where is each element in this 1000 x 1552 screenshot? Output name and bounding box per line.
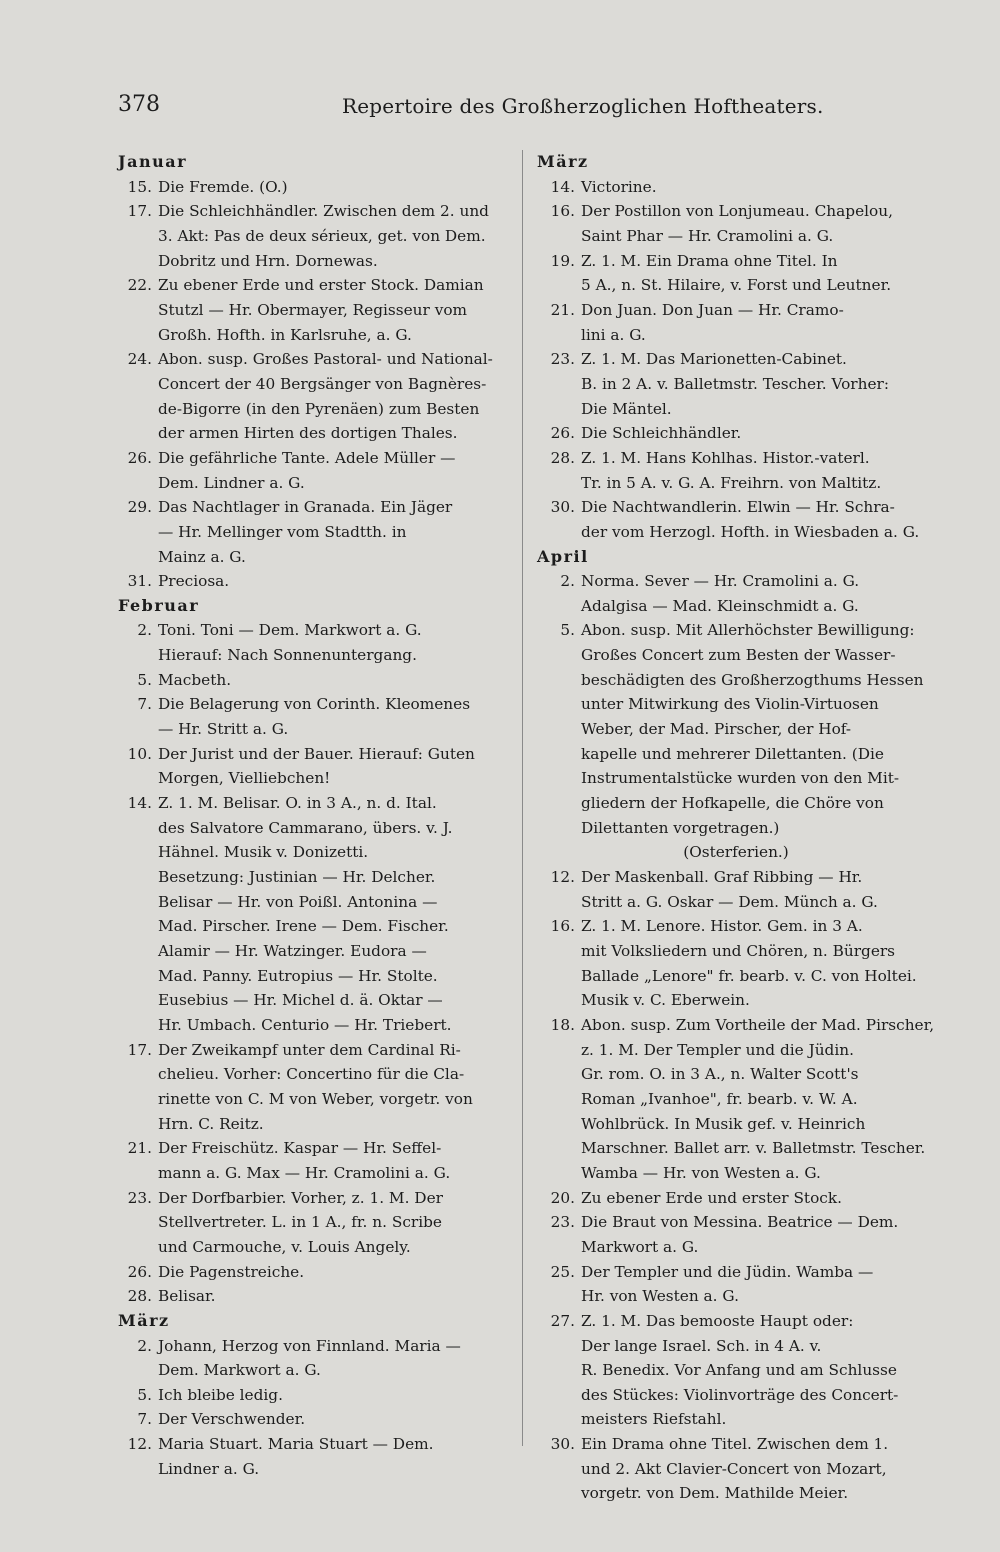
- entry-line: Johann, Herzog von Finnland. Maria —: [158, 1336, 461, 1355]
- entry-body: [158, 199, 518, 273]
- entry-body: [158, 1407, 518, 1432]
- entry-line: Der Jurist und der Bauer. Hierauf: Guten: [158, 744, 475, 763]
- performance-entry: [537, 618, 935, 840]
- entry-body: [158, 569, 518, 594]
- entry-line: Wohlbrück. In Musik gef. v. Heinrich: [581, 1114, 866, 1133]
- entry-body: [581, 495, 935, 544]
- performance-entry: [118, 273, 518, 347]
- entry-body: [158, 618, 518, 667]
- entry-line: Stellvertreter. L. in 1 A., fr. n. Scribe: [158, 1213, 442, 1232]
- entry-body: [158, 668, 518, 693]
- entry-line: Z. 1. M. Das bemooste Haupt oder:: [581, 1311, 854, 1330]
- month-heading: März: [118, 1310, 170, 1330]
- entry-day: 5.: [137, 670, 152, 689]
- entry-line: Toni. Toni — Dem. Markwort a. G.: [158, 621, 422, 640]
- performance-entry: [118, 1038, 518, 1137]
- entry-line: unter Mitwirkung des Violin-Virtuosen: [581, 695, 879, 714]
- entry-line: Victorine.: [581, 177, 657, 196]
- page-header: [118, 92, 928, 124]
- entry-line: Lindner a. G.: [158, 1459, 260, 1478]
- entry-line: Die gefährliche Tante. Adele Müller —: [158, 448, 456, 467]
- entry-day: 18.: [550, 1015, 575, 1034]
- entry-line: vorgetr. von Dem. Mathilde Meier.: [581, 1484, 849, 1503]
- entry-day: 16.: [550, 202, 575, 221]
- entry-line: Dilettanten vorgetragen.): [581, 818, 780, 837]
- entry-line: Abon. susp. Großes Pastoral- und National-: [158, 350, 493, 369]
- right-column: [537, 150, 935, 1506]
- entry-line: und 2. Akt Clavier-Concert von Mozart,: [581, 1459, 887, 1478]
- entry-day: 23.: [127, 1188, 152, 1207]
- entry-line: der vom Herzogl. Hofth. in Wiesbaden a. G.: [581, 522, 920, 541]
- entry-line: lini a. G.: [581, 325, 646, 344]
- entry-day: 26.: [127, 1262, 152, 1281]
- performance-entry: [537, 249, 935, 298]
- entry-body: [158, 347, 518, 446]
- entry-line: Der Freischütz. Kaspar — Hr. Seffel-: [158, 1139, 442, 1158]
- entry-body: [581, 347, 935, 421]
- entry-day: 19.: [550, 251, 575, 270]
- performance-entry: [537, 1260, 935, 1309]
- entry-day: 15.: [127, 177, 152, 196]
- entry-line: Stutzl — Hr. Obermayer, Regisseur vom: [158, 300, 468, 319]
- month-heading: Januar: [118, 152, 187, 171]
- entry-line: Stritt a. G. Oskar — Dem. Münch a. G.: [581, 892, 878, 911]
- entry-day: 17.: [127, 202, 152, 221]
- entry-day: 30.: [550, 498, 575, 517]
- performance-entry: [118, 1136, 518, 1185]
- entry-body: [158, 1432, 518, 1481]
- entry-line: Der Postillon von Lonjumeau. Chapelou,: [581, 202, 893, 221]
- entry-line: Die Fremde. (O.): [158, 177, 288, 196]
- page-number: 378: [118, 92, 160, 117]
- performance-entry: [537, 865, 935, 914]
- entry-line: Maria Stuart. Maria Stuart — Dem.: [158, 1435, 434, 1454]
- entry-day: 22.: [127, 276, 152, 295]
- entry-line: Hr. Umbach. Centurio — Hr. Triebert.: [158, 1015, 452, 1034]
- entry-line: Die Pagenstreiche.: [158, 1262, 305, 1281]
- entry-line: kapelle und mehrerer Dilettanten. (Die: [581, 744, 884, 763]
- entry-body: [581, 914, 935, 1013]
- performance-entry: [537, 1013, 935, 1186]
- entry-line: Tr. in 5 A. v. G. A. Freihrn. von Maltitz.: [581, 473, 882, 492]
- entry-body: [158, 273, 518, 347]
- entry-day: 26.: [550, 424, 575, 443]
- entry-line: des Stückes: Violinvorträge des Concert-: [581, 1385, 899, 1404]
- entry-line: Der Dorfbarbier. Vorher, z. 1. M. Der: [158, 1188, 443, 1207]
- entry-line: Adalgisa — Mad. Kleinschmidt a. G.: [581, 596, 859, 615]
- entry-body: [158, 175, 518, 200]
- performance-entry: [118, 1383, 518, 1408]
- entry-line: Abon. susp. Mit Allerhöchster Bewilligung:: [581, 621, 915, 640]
- entry-line: Die Schleichhändler. Zwischen dem 2. und: [158, 202, 489, 221]
- section-note: (Osterferien.): [683, 843, 789, 862]
- performance-entry: [537, 446, 935, 495]
- entry-day: 5.: [560, 621, 575, 640]
- performance-entry: [118, 692, 518, 741]
- entry-day: 10.: [127, 744, 152, 763]
- performance-entry: [537, 1309, 935, 1432]
- entry-day: 2.: [137, 1336, 152, 1355]
- entry-line: — Hr. Stritt a. G.: [158, 720, 289, 739]
- entry-body: [581, 865, 935, 914]
- entry-line: z. 1. M. Der Templer und die Jüdin.: [581, 1040, 854, 1059]
- entry-line: Die Mäntel.: [581, 399, 672, 418]
- entry-body: [581, 446, 935, 495]
- performance-entry: [118, 1432, 518, 1481]
- performance-entry: [537, 199, 935, 248]
- performance-entry: [537, 1210, 935, 1259]
- entry-day: 12.: [127, 1435, 152, 1454]
- entry-line: Dem. Lindner a. G.: [158, 473, 305, 492]
- entry-line: Der Maskenball. Graf Ribbing — Hr.: [581, 868, 863, 887]
- entry-line: Der lange Israel. Sch. in 4 A. v.: [581, 1336, 822, 1355]
- entry-day: 25.: [550, 1262, 575, 1281]
- performance-entry: [118, 446, 518, 495]
- entry-body: [158, 495, 518, 569]
- entry-body: [158, 742, 518, 791]
- entry-line: Ein Drama ohne Titel. Zwischen dem 1.: [581, 1435, 889, 1454]
- entry-day: 31.: [127, 572, 152, 591]
- entry-body: [158, 1186, 518, 1260]
- entry-day: 21.: [550, 300, 575, 319]
- entry-body: [158, 1383, 518, 1408]
- entry-line: Z. 1. M. Belisar. O. in 3 A., n. d. Ital.: [158, 794, 437, 813]
- performance-entry: [118, 1284, 518, 1309]
- entry-line: R. Benedix. Vor Anfang und am Schlusse: [581, 1361, 897, 1380]
- entry-day: 24.: [127, 350, 152, 369]
- left-column: [118, 150, 518, 1481]
- entry-line: Dobritz und Hrn. Dornewas.: [158, 251, 378, 270]
- entry-body: [581, 1432, 935, 1506]
- entry-line: Ballade „Lenore" fr. bearb. v. C. von Holtei.: [581, 966, 917, 985]
- entry-line: Der Verschwender.: [158, 1410, 306, 1429]
- performance-entry: [118, 1260, 518, 1285]
- entry-line: gliedern der Hofkapelle, die Chöre von: [581, 794, 884, 813]
- entry-day: 14.: [550, 177, 575, 196]
- performance-entry: [537, 347, 935, 421]
- entry-line: Z. 1. M. Das Marionetten-Cabinet.: [581, 350, 847, 369]
- performance-entry: [118, 569, 518, 594]
- entry-body: [581, 249, 935, 298]
- entry-line: Macbeth.: [158, 670, 232, 689]
- entry-line: Hierauf: Nach Sonnenuntergang.: [158, 646, 417, 665]
- entry-line: Z. 1. M. Hans Kohlhas. Histor.-vaterl.: [581, 448, 870, 467]
- column-divider: [522, 150, 523, 1446]
- entry-body: [581, 569, 935, 618]
- entry-line: Die Belagerung von Corinth. Kleomenes: [158, 695, 471, 714]
- entry-line: Besetzung: Justinian — Hr. Delcher.: [158, 868, 436, 887]
- performance-entry: [537, 298, 935, 347]
- entry-body: [581, 199, 935, 248]
- entry-line: Hrn. C. Reitz.: [158, 1114, 264, 1133]
- entry-line: Hähnel. Musik v. Donizetti.: [158, 843, 369, 862]
- entry-body: [581, 1260, 935, 1309]
- entry-body: [581, 1186, 935, 1211]
- entry-line: Morgen, Vielliebchen!: [158, 769, 331, 788]
- entry-line: Mainz a. G.: [158, 547, 246, 566]
- entry-line: Belisar — Hr. von Poißl. Antonina —: [158, 892, 438, 911]
- entry-day: 30.: [550, 1435, 575, 1454]
- entry-line: Dem. Markwort a. G.: [158, 1361, 321, 1380]
- entry-line: Z. 1. M. Ein Drama ohne Titel. In: [581, 251, 838, 270]
- entry-line: B. in 2 A. v. Balletmstr. Tescher. Vorher:: [581, 374, 889, 393]
- entry-line: rinette von C. M von Weber, vorgetr. von: [158, 1089, 473, 1108]
- entry-day: 2.: [560, 572, 575, 591]
- performance-entry: [537, 421, 935, 446]
- entry-body: [581, 1309, 935, 1432]
- entry-line: Der Templer und die Jüdin. Wamba —: [581, 1262, 874, 1281]
- entry-body: [158, 1038, 518, 1137]
- entry-body: [158, 692, 518, 741]
- entry-line: 5 A., n. St. Hilaire, v. Forst und Leutner.: [581, 276, 892, 295]
- entry-body: [158, 1260, 518, 1285]
- performance-entry: [537, 495, 935, 544]
- entry-body: [581, 298, 935, 347]
- performance-entry: [537, 175, 935, 200]
- entry-line: Roman „Ivanhoe", fr. bearb. v. W. A.: [581, 1089, 858, 1108]
- entry-line: Das Nachtlager in Granada. Ein Jäger: [158, 498, 453, 517]
- entry-day: 16.: [550, 917, 575, 936]
- entry-line: Marschner. Ballet arr. v. Balletmstr. Tescher.: [581, 1139, 926, 1158]
- entry-line: Musik v. C. Eberwein.: [581, 991, 750, 1010]
- entry-line: Eusebius — Hr. Michel d. ä. Oktar —: [158, 991, 443, 1010]
- entry-day: 7.: [137, 1410, 152, 1429]
- entry-line: de-Bigorre (in den Pyrenäen) zum Besten: [158, 399, 480, 418]
- entry-line: Der Zweikampf unter dem Cardinal Ri-: [158, 1040, 461, 1059]
- entry-line: Die Braut von Messina. Beatrice — Dem.: [581, 1213, 899, 1232]
- entry-day: 23.: [550, 350, 575, 369]
- entry-line: Concert der 40 Bergsänger von Bagnères-: [158, 374, 487, 393]
- entry-line: Mad. Panny. Eutropius — Hr. Stolte.: [158, 966, 438, 985]
- performance-entry: [118, 199, 518, 273]
- entry-line: 3. Akt: Pas de deux sérieux, get. von Dem.: [158, 226, 486, 245]
- entry-line: Hr. von Westen a. G.: [581, 1287, 739, 1306]
- entry-line: Z. 1. M. Lenore. Histor. Gem. in 3 A.: [581, 917, 863, 936]
- performance-entry: [118, 495, 518, 569]
- entry-line: Norma. Sever — Hr. Cramolini a. G.: [581, 572, 860, 591]
- entry-day: 28.: [127, 1287, 152, 1306]
- month-heading: März: [537, 152, 589, 171]
- performance-entry: [118, 1334, 518, 1383]
- entry-line: Mad. Pirscher. Irene — Dem. Fischer.: [158, 917, 449, 936]
- entry-line: beschädigten des Großherzogthums Hessen: [581, 670, 924, 689]
- entry-body: [581, 175, 935, 200]
- entry-line: und Carmouche, v. Louis Angely.: [158, 1237, 411, 1256]
- entry-line: Don Juan. Don Juan — Hr. Cramo-: [581, 300, 844, 319]
- performance-entry: [118, 347, 518, 446]
- month-heading: April: [537, 546, 589, 566]
- entry-line: Alamir — Hr. Watzinger. Eudora —: [158, 942, 427, 960]
- entry-day: 21.: [127, 1139, 152, 1158]
- entry-body: [158, 1334, 518, 1383]
- entry-body: [158, 791, 518, 1038]
- entry-body: [158, 446, 518, 495]
- entry-day: 7.: [137, 695, 152, 714]
- entry-line: Instrumentalstücke wurden von den Mit-: [581, 769, 900, 788]
- performance-entry: [537, 1186, 935, 1211]
- performance-entry: [118, 742, 518, 791]
- entry-day: 23.: [550, 1213, 575, 1232]
- entry-line: chelieu. Vorher: Concertino für die Cla-: [158, 1065, 465, 1084]
- entry-day: 5.: [137, 1385, 152, 1404]
- entry-day: 2.: [137, 621, 152, 640]
- entry-day: 26.: [127, 448, 152, 467]
- entry-body: [581, 1210, 935, 1259]
- entry-line: Großh. Hofth. in Karlsruhe, a. G.: [158, 325, 412, 344]
- entry-line: — Hr. Mellinger vom Stadtth. in: [158, 522, 407, 541]
- performance-entry: [118, 1186, 518, 1260]
- performance-entry: [118, 1407, 518, 1432]
- entry-day: 20.: [550, 1188, 575, 1207]
- entry-line: Zu ebener Erde und erster Stock. Damian: [158, 276, 484, 295]
- entry-line: Markwort a. G.: [581, 1237, 699, 1256]
- running-title: Repertoire des Großherzoglichen Hoftheaters.: [342, 94, 824, 118]
- entry-line: Großes Concert zum Besten der Wasser-: [581, 646, 896, 665]
- performance-entry: [537, 1432, 935, 1506]
- entry-body: [581, 1013, 935, 1186]
- entry-line: Wamba — Hr. von Westen a. G.: [581, 1163, 821, 1182]
- entry-day: 14.: [127, 794, 152, 813]
- entry-body: [158, 1136, 518, 1185]
- entry-line: Belisar.: [158, 1287, 216, 1306]
- performance-entry: [537, 569, 935, 618]
- performance-entry: [118, 618, 518, 667]
- entry-line: meisters Riefstahl.: [581, 1410, 727, 1429]
- performance-entry: [118, 668, 518, 693]
- entry-line: Abon. susp. Zum Vortheile der Mad. Pirscher,: [581, 1015, 935, 1034]
- entry-line: der armen Hirten des dortigen Thales.: [158, 424, 458, 443]
- entry-line: mann a. G. Max — Hr. Cramolini a. G.: [158, 1163, 451, 1182]
- entry-line: Die Schleichhändler.: [581, 424, 742, 443]
- entry-day: 29.: [127, 498, 152, 517]
- entry-line: Saint Phar — Hr. Cramolini a. G.: [581, 226, 834, 245]
- entry-line: mit Volksliedern und Chören, n. Bürgers: [581, 942, 896, 960]
- entry-line: des Salvatore Cammarano, übers. v. J.: [158, 818, 453, 837]
- performance-entry: [118, 791, 518, 1038]
- entry-line: Gr. rom. O. in 3 A., n. Walter Scott's: [581, 1065, 859, 1084]
- entry-body: [158, 1284, 518, 1309]
- entry-day: 17.: [127, 1040, 152, 1059]
- entry-day: 27.: [550, 1311, 575, 1330]
- entry-day: 12.: [550, 868, 575, 887]
- entry-day: 28.: [550, 448, 575, 467]
- performance-entry: [118, 175, 518, 200]
- month-heading: Februar: [118, 595, 200, 615]
- entry-line: Ich bleibe ledig.: [158, 1385, 283, 1404]
- entry-line: Zu ebener Erde und erster Stock.: [581, 1188, 842, 1207]
- entry-line: Preciosa.: [158, 572, 230, 591]
- entry-line: Die Nachtwandlerin. Elwin — Hr. Schra-: [581, 498, 895, 517]
- entry-body: [581, 618, 935, 840]
- performance-entry: [537, 914, 935, 1013]
- entry-body: [581, 421, 935, 446]
- entry-line: Weber, der Mad. Pirscher, der Hof-: [581, 720, 852, 739]
